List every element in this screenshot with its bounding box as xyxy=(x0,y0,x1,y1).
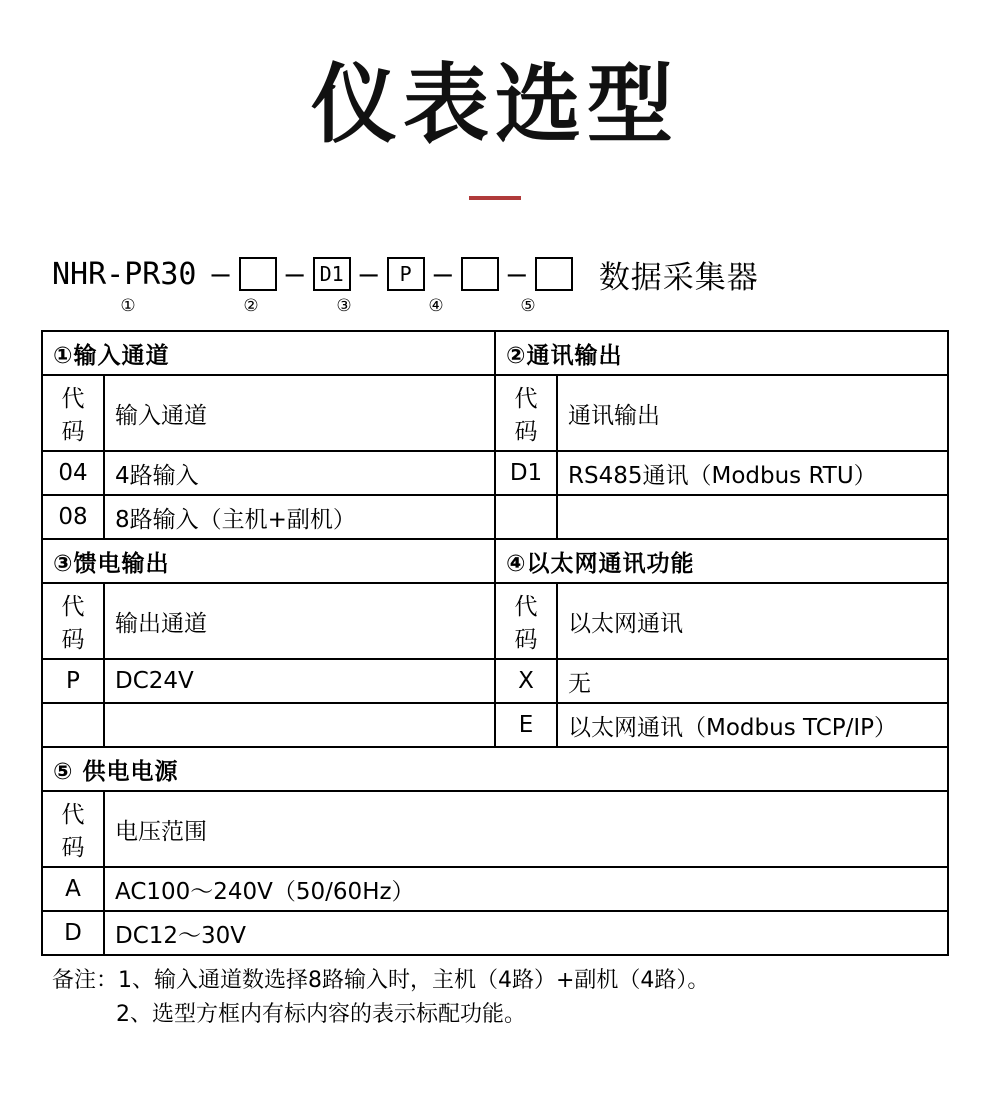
desc-cell-8ch: 8路输入（主机+副机） xyxy=(104,495,495,539)
column-header-desc-3: 输出通道 xyxy=(104,583,495,659)
slot-marker-1: ① xyxy=(120,296,136,317)
column-header-code-3: 代码 xyxy=(42,583,104,659)
model-dash-3: — xyxy=(359,256,378,292)
table-row xyxy=(42,539,948,583)
model-slot-markers xyxy=(52,296,990,322)
model-code-area xyxy=(0,254,990,322)
model-dash-1: — xyxy=(211,256,230,292)
column-header-desc-4: 以太网通讯 xyxy=(557,583,948,659)
column-header-code-4: 代码 xyxy=(495,583,557,659)
slot-marker-5: ⑤ xyxy=(520,296,536,317)
code-cell-d: D xyxy=(42,911,104,955)
model-slot-3[interactable]: P xyxy=(387,257,425,291)
code-cell-04: 04 xyxy=(42,451,104,495)
code-cell-empty-2 xyxy=(42,703,104,747)
desc-cell-empty-2 xyxy=(104,703,495,747)
model-slot-1[interactable] xyxy=(239,257,277,291)
code-cell-x: X xyxy=(495,659,557,703)
code-cell-p: P xyxy=(42,659,104,703)
slot-marker-4: ④ xyxy=(428,296,444,317)
model-slot-4[interactable] xyxy=(461,257,499,291)
model-prefix: NHR-PR30 xyxy=(52,256,197,292)
table-row xyxy=(42,495,948,539)
table-row xyxy=(42,747,948,791)
code-cell-empty-1 xyxy=(495,495,557,539)
table-row xyxy=(42,867,948,911)
desc-cell-rs485: RS485通讯（Modbus RTU） xyxy=(557,451,948,495)
code-cell-a: A xyxy=(42,867,104,911)
table-row xyxy=(42,331,948,375)
section-heading-power-supply: ⑤ 供电电源 xyxy=(42,747,948,791)
column-header-desc-1: 输入通道 xyxy=(104,375,495,451)
section-heading-power-feed: ③馈电输出 xyxy=(42,539,495,583)
page-title: 仪表选型 xyxy=(311,55,679,155)
model-slot-5[interactable] xyxy=(535,257,573,291)
table-row xyxy=(42,791,948,867)
section-heading-ethernet: ④以太网通讯功能 xyxy=(495,539,948,583)
table-row xyxy=(42,659,948,703)
section-heading-input-channel: ①输入通道 xyxy=(42,331,495,375)
section-heading-comm-output: ②通讯输出 xyxy=(495,331,948,375)
column-header-code-1: 代码 xyxy=(42,375,104,451)
column-header-desc-2: 通讯输出 xyxy=(557,375,948,451)
column-header-code-5: 代码 xyxy=(42,791,104,867)
note-line-1: 备注：1、输入通道数选择8路输入时，主机（4路）+副机（4路）。 xyxy=(52,968,710,994)
table-row xyxy=(42,451,948,495)
table-row xyxy=(42,375,948,451)
code-cell-08: 08 xyxy=(42,495,104,539)
model-dash-2: — xyxy=(285,256,304,292)
table-row xyxy=(42,583,948,659)
code-cell-d1: D1 xyxy=(495,451,557,495)
desc-cell-4ch: 4路输入 xyxy=(104,451,495,495)
slot-marker-2: ② xyxy=(243,296,259,317)
slot-marker-3: ③ xyxy=(336,296,352,317)
title-divider xyxy=(469,196,521,200)
model-code-line xyxy=(52,254,990,294)
table-row xyxy=(42,703,948,747)
column-header-desc-5: 电压范围 xyxy=(104,791,948,867)
desc-cell-ethernet: 以太网通讯（Modbus TCP/IP） xyxy=(557,703,948,747)
desc-cell-empty-1 xyxy=(557,495,948,539)
notes-block xyxy=(42,964,948,1032)
model-dash-4: — xyxy=(433,256,452,292)
model-dash-5: — xyxy=(507,256,526,292)
code-cell-e: E xyxy=(495,703,557,747)
product-name: 数据采集器 xyxy=(598,259,759,296)
specification-table xyxy=(41,330,949,956)
table-row xyxy=(42,911,948,955)
desc-cell-dc24v: DC24V xyxy=(104,659,495,703)
desc-cell-ac: AC100～240V（50/60Hz） xyxy=(104,867,948,911)
desc-cell-none: 无 xyxy=(557,659,948,703)
title-block xyxy=(0,0,990,200)
desc-cell-dc: DC12～30V xyxy=(104,911,948,955)
note-line-2: 2、选型方框内有标内容的表示标配功能。 xyxy=(116,1002,526,1028)
model-slot-2[interactable]: D1 xyxy=(313,257,351,291)
column-header-code-2: 代码 xyxy=(495,375,557,451)
